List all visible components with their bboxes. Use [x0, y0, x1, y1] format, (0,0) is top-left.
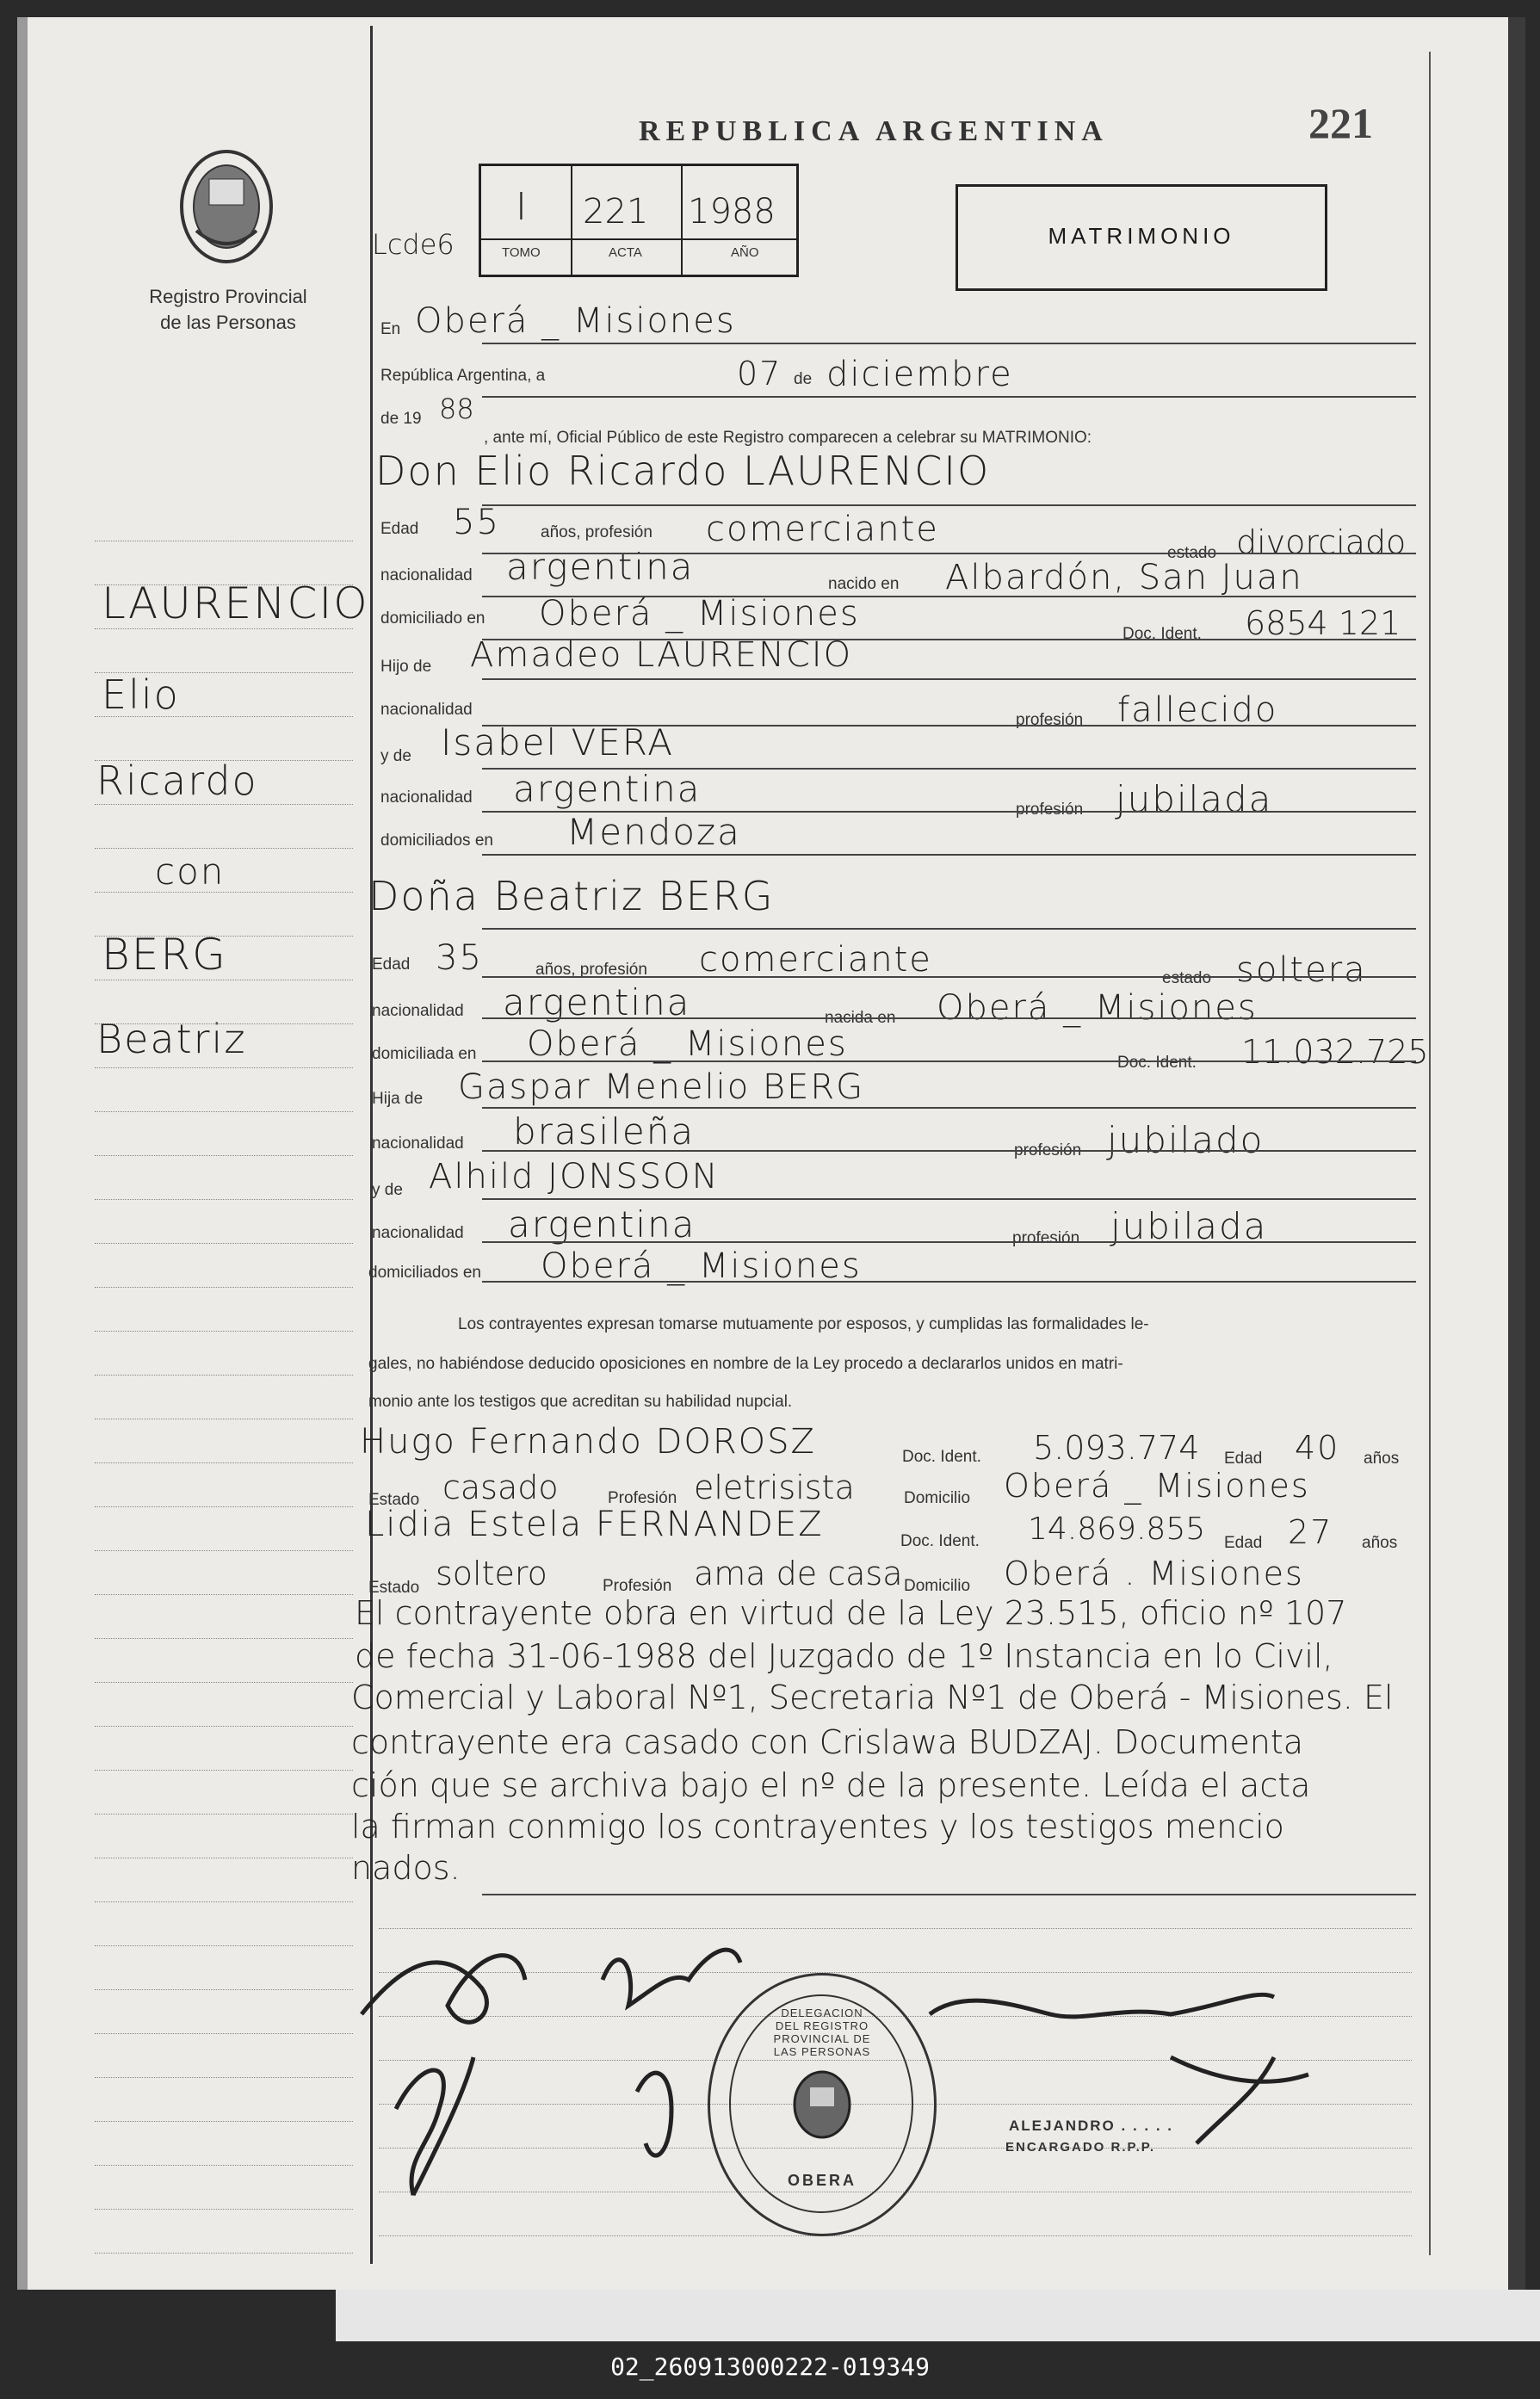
groom-dom-label: domiciliado en — [380, 609, 486, 628]
groom-age-label: Edad — [380, 520, 419, 538]
margin-rule-line — [95, 892, 353, 893]
margin-rule-line — [95, 1770, 353, 1771]
groom-profession: comerciante — [706, 510, 939, 549]
bride-mother-prof-label: profesión — [1012, 1229, 1080, 1247]
bride-doms-label: domiciliados en — [368, 1264, 481, 1282]
note-line-1: El contrayente obra en virtud de la Ley 23.515, oficio nº 107 — [355, 1594, 1347, 1632]
margin-rule-line — [95, 2077, 353, 2078]
margin-rule-line — [95, 1023, 353, 1024]
form-underline — [482, 596, 1416, 597]
form-underline — [482, 1060, 1416, 1062]
margin-rule-line — [95, 716, 353, 717]
form-underline — [482, 678, 1416, 680]
witness1-estado-label: Estado — [368, 1491, 420, 1509]
margin-rule-line — [95, 2121, 353, 2122]
margin-rule-line — [95, 628, 353, 629]
bride-nacida: Oberá _ Misiones — [937, 988, 1258, 1028]
groom-mother-nac-label: nacionalidad — [380, 788, 473, 807]
ano-value: 1988 — [688, 192, 776, 232]
bride-name: Doña Beatriz BERG — [368, 873, 775, 919]
bride-estado-label: estado — [1162, 969, 1212, 987]
margin-rule-line — [95, 1726, 353, 1727]
declaration-line-1: Los contrayentes expresan tomarse mutuamente por esposos, y cumplidas las formalidades le- — [458, 1315, 1149, 1333]
margin-rule-line — [95, 2165, 353, 2166]
witness2-estado: soltero — [436, 1555, 547, 1592]
page-number: 221 — [1308, 99, 1373, 147]
margin-rule-line — [95, 1067, 353, 1068]
bride-mother-prof: jubilada — [1110, 1205, 1268, 1247]
year-prefix: de 19 — [380, 410, 422, 428]
margin-rule-line — [95, 2033, 353, 2034]
bride-dom-label: domiciliada en — [372, 1045, 477, 1063]
witness1-doc: 5.093.774 — [1033, 1429, 1200, 1467]
place-label: En — [380, 320, 401, 338]
form-underline — [482, 854, 1416, 856]
year-value: 88 — [439, 393, 474, 425]
margin-rule-line — [95, 1638, 353, 1639]
country-title: REPUBLICA ARGENTINA — [639, 115, 1109, 147]
witness1-dom-label: Domicilio — [904, 1489, 971, 1507]
form-underline — [482, 725, 1416, 727]
margin-rule-line — [95, 1989, 353, 1990]
margin-rule-line — [95, 1550, 353, 1551]
margin-first-name-1: Elio — [102, 671, 180, 718]
margin-rule-line — [95, 1155, 353, 1156]
registry-label: Registro Provincial de las Personas — [149, 286, 307, 333]
image-caption: 02_260913000222-019349 — [610, 2353, 930, 2381]
coat-of-arms-icon — [170, 145, 282, 265]
groom-doc-label: Doc. Ident. — [1123, 625, 1202, 643]
bride-nacida-label: nacida en — [825, 1009, 896, 1027]
margin-rule-line — [95, 584, 353, 585]
declaration-line-2: gales, no habiéndose deducido oposiciones en nombre de la Ley procedo a declararlos unidos en matri- — [368, 1355, 1123, 1373]
witness2-profession: ama de casa — [694, 1555, 903, 1592]
bride-nac-label: nacionalidad — [372, 1002, 464, 1020]
left-code: Lcde6 — [372, 228, 455, 261]
groom-estado: divorciado — [1236, 523, 1407, 561]
acta-label: ACTA — [609, 245, 642, 260]
bride-father-nac-label: nacionalidad — [372, 1135, 464, 1153]
margin-surname-2: BERG — [102, 930, 227, 980]
witness2-age: 27 — [1288, 1513, 1333, 1551]
bride-nacionalidad: argentina — [503, 981, 691, 1023]
groom-mother-prof-label: profesión — [1016, 801, 1084, 819]
witness1-profession: eletrisista — [694, 1468, 855, 1506]
witness2-domicilio: Oberá . Misiones — [1004, 1555, 1304, 1592]
bride-father-prof-label: profesión — [1014, 1141, 1082, 1159]
groom-age: 55 — [453, 503, 500, 542]
form-underline — [482, 1198, 1416, 1200]
place-value: Oberá _ Misiones — [415, 301, 736, 341]
margin-rule-line — [95, 1375, 353, 1376]
groom-father: Amadeo LAURENCIO — [470, 635, 853, 675]
margin-rule-line — [95, 1287, 353, 1288]
form-underline — [482, 504, 1416, 506]
groom-nac-label: nacionalidad — [380, 566, 473, 584]
margin-rule-line — [95, 1682, 353, 1683]
page-spine — [17, 17, 28, 2290]
witness2-anos: años — [1362, 1534, 1398, 1552]
bride-hija-label: Hija de — [372, 1090, 424, 1108]
official-seal — [708, 1973, 937, 2236]
groom-mother-nac: argentina — [513, 768, 702, 810]
groom-mother: Isabel VERA — [441, 721, 675, 764]
witness1-age-label: Edad — [1224, 1450, 1263, 1468]
bride-age-label: Edad — [372, 955, 411, 974]
form-underline — [482, 1281, 1416, 1283]
form-underline — [482, 976, 1416, 978]
bride-father: Gaspar Menelio BERG — [458, 1067, 865, 1107]
groom-father-prof-label: profesión — [1016, 711, 1084, 729]
margin-rule-line — [95, 1331, 353, 1332]
bride-father-prof: jubilado — [1107, 1119, 1265, 1161]
margin-con: con — [155, 850, 226, 893]
groom-father-prof: fallecido — [1117, 690, 1278, 730]
form-underline — [482, 343, 1416, 344]
seal-emblem-icon — [789, 2068, 855, 2141]
intro-text: , ante mí, Oficial Público de este Registro comparecen a celebrar su MATRIMONIO: — [484, 429, 1092, 447]
groom-name: Don Elio Ricardo LAURENCIO — [375, 448, 991, 494]
margin-rule-line — [95, 1594, 353, 1595]
bottom-strip — [336, 2290, 1540, 2341]
margin-rule-line — [95, 1111, 353, 1112]
groom-domicilio: Oberá _ Misiones — [539, 594, 860, 634]
ano-label: AÑO — [731, 245, 759, 260]
bride-mother: Alhild JONSSON — [429, 1157, 720, 1196]
margin-rule-line — [95, 848, 353, 849]
margin-rule-line — [95, 804, 353, 805]
note-line-5: ción que se archiva bajo el nº de la presente. Leída el acta — [351, 1766, 1311, 1804]
witness2-dom-label: Domicilio — [904, 1577, 971, 1595]
bride-yde-label: y de — [372, 1181, 403, 1199]
witness2-doc-label: Doc. Ident. — [900, 1532, 980, 1550]
witness1-anos: años — [1364, 1450, 1400, 1468]
note-line-2: de fecha 31-06-1988 del Juzgado de 1º Instancia en lo Civil, — [355, 1637, 1333, 1675]
form-underline — [482, 1017, 1416, 1019]
bride-age: 35 — [436, 938, 483, 978]
margin-rule-line — [95, 1945, 353, 1946]
groom-nacionalidad: argentina — [506, 546, 695, 588]
seal-center-text: OBERA — [787, 2172, 857, 2189]
seal-ring-text: DELEGACION DEL REGISTRO PROVINCIAL DE LAS PERSONAS — [773, 2006, 871, 2058]
margin-rule-line — [95, 1506, 353, 1507]
margin-rule-line — [95, 2209, 353, 2210]
witness1-estado: casado — [442, 1468, 559, 1506]
groom-nacido-label: nacido en — [828, 575, 900, 593]
tomo-label: TOMO — [502, 245, 541, 260]
republic-label: República Argentina, a — [380, 367, 546, 385]
bride-doms: Oberá _ Misiones — [541, 1246, 862, 1286]
margin-rule-line — [95, 2253, 353, 2254]
groom-hijo-label: Hijo de — [380, 658, 432, 676]
witness1-domicilio: Oberá _ Misiones — [1004, 1467, 1310, 1505]
margin-rule-line — [95, 1901, 353, 1902]
margin-surname-1: LAURENCIO — [102, 578, 369, 628]
groom-yde-label: y de — [380, 747, 411, 765]
bride-domicilio: Oberá _ Misiones — [527, 1024, 848, 1064]
bride-doc: 11.032.725 — [1241, 1033, 1429, 1071]
witness2-name: Lidia Estela FERNANDEZ — [365, 1505, 824, 1544]
margin-rule-line — [95, 1814, 353, 1815]
form-underline — [482, 928, 1416, 930]
right-rule — [1429, 52, 1431, 2255]
form-underline — [482, 1150, 1416, 1152]
bride-father-nac: brasileña — [513, 1110, 696, 1153]
signature-groom — [362, 1956, 525, 2195]
form-underline — [482, 1107, 1416, 1109]
margin-rule-line — [95, 936, 353, 937]
note-line-7: nados. — [351, 1849, 461, 1887]
groom-father-nac-label: nacionalidad — [380, 701, 473, 719]
de-label: de — [794, 370, 813, 388]
witness1-doc-label: Doc. Ident. — [902, 1448, 981, 1466]
day-value: 07 — [737, 355, 782, 393]
form-underline — [482, 768, 1416, 770]
witness2-estado-label: Estado — [368, 1579, 420, 1597]
note-line-3: Comercial y Laboral Nº1, Secretaria Nº1 de Oberá - Misiones. El — [351, 1679, 1394, 1716]
witness1-age: 40 — [1295, 1429, 1340, 1467]
note-line-6: la firman conmigo los contrayentes y los testigos mencio — [351, 1808, 1284, 1846]
month-value: diciembre — [826, 355, 1013, 394]
record-type: MATRIMONIO — [1048, 223, 1235, 249]
book-edge — [1508, 17, 1525, 2290]
bride-prof-label: años, profesión — [535, 961, 647, 979]
acta-value: 221 — [583, 192, 649, 232]
margin-rule-line — [95, 1199, 353, 1200]
witness2-age-label: Edad — [1224, 1534, 1263, 1552]
margin-rule-line — [95, 1462, 353, 1463]
tomo-value: I — [516, 185, 529, 229]
groom-nacido: Albardón, San Juan — [945, 558, 1303, 597]
groom-prof-label: años, profesión — [541, 523, 652, 541]
bride-mother-nac: argentina — [508, 1203, 696, 1246]
bride-profession: comerciante — [699, 940, 932, 980]
form-underline — [482, 553, 1416, 554]
form-underline — [482, 639, 1416, 640]
margin-first-name-2: Beatriz — [96, 1016, 247, 1062]
form-underline — [482, 811, 1416, 813]
witness1-name: Hugo Fernando DOROSZ — [360, 1422, 816, 1462]
tomo-acta-ano-box — [479, 164, 799, 277]
margin-rule-line — [95, 672, 353, 673]
bride-doc-label: Doc. Ident. — [1117, 1054, 1197, 1072]
groom-doms-label: domiciliados en — [380, 832, 493, 850]
note-line-4: contrayente era casado con Crislawa BUDZAJ. Documenta — [351, 1723, 1304, 1761]
groom-estado-label: estado — [1167, 544, 1217, 562]
declaration-line-3: monio ante los testigos que acreditan su habilidad nupcial. — [368, 1393, 793, 1411]
bride-mother-nac-label: nacionalidad — [372, 1224, 464, 1242]
margin-middle-name-1: Ricardo — [96, 757, 258, 804]
officer-stamp-line-1: ALEJANDRO . . . . . — [1009, 2118, 1174, 2134]
box-divider — [481, 238, 796, 240]
record-type-box — [956, 184, 1327, 291]
officer-stamp-line-2: ENCARGADO R.P.P. — [1005, 2140, 1155, 2155]
groom-doms: Mendoza — [566, 811, 741, 853]
form-underline — [482, 396, 1416, 398]
witness2-doc: 14.869.855 — [1028, 1512, 1206, 1547]
margin-rule-line — [95, 1243, 353, 1244]
bride-estado: soltera — [1236, 950, 1367, 990]
form-underline — [482, 1241, 1416, 1243]
groom-doc: 6854 121 — [1245, 604, 1401, 642]
margin-rule-line — [95, 760, 353, 761]
groom-mother-prof: jubilada — [1116, 778, 1273, 820]
witness1-prof-label: Profesión — [608, 1489, 677, 1507]
witness2-prof-label: Profesión — [603, 1577, 672, 1595]
